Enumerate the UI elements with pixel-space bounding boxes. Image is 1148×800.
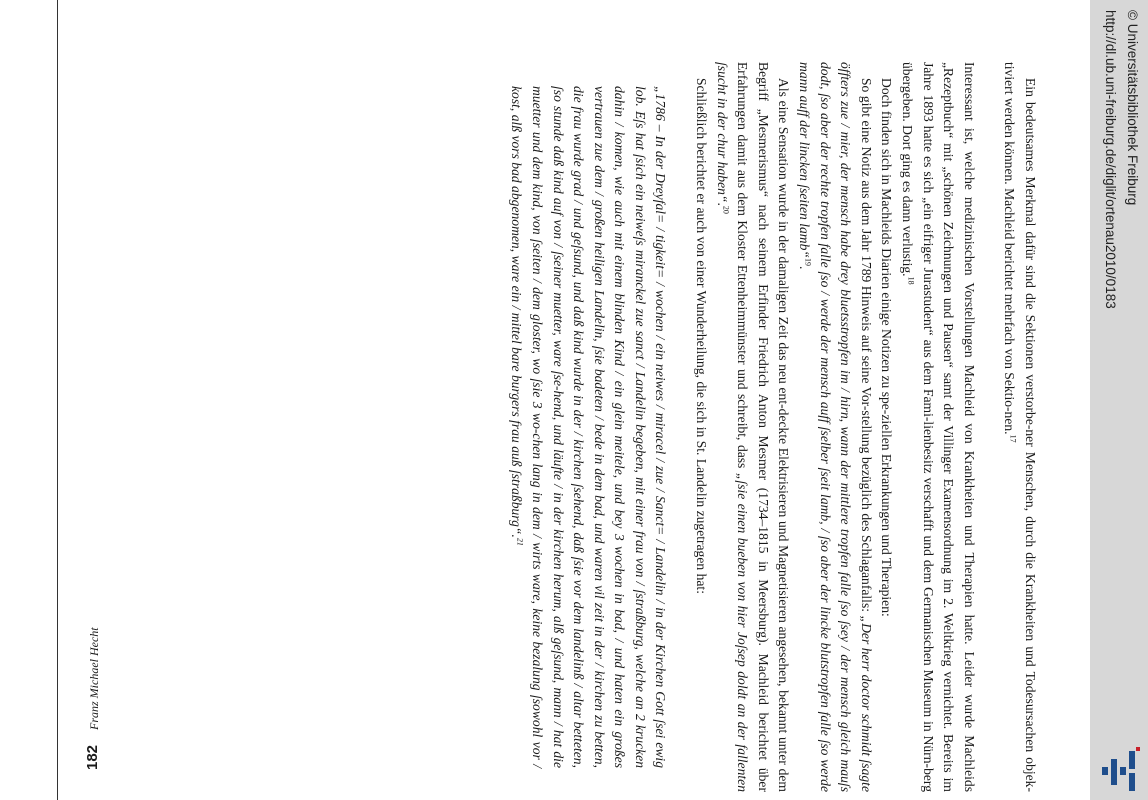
page-number: 182	[84, 744, 101, 770]
paragraph-mesmerism: Als eine Sensation wurde in der damaligen Zeit das neu ent-deckte Elektrisieren und Magnetisieren angesehen, bekannt unter dem Begriff „Mesmerismus“ nach seinem Erfinder Friedrich Anton Mesmer (1734–1815 in Meersburg). Machleid berichtet über Erfahrungen damit aus dem Kloster Ettenheimmünster und schreibt, dass „ſsie einen bueben von hier Joſsep doldt an der fallenten ſsucht in der chur haben“.$^{20}$	[714, 62, 792, 792]
source-url-link[interactable]: http://dl.ub.uni-freiburg.de/diglit/ortenau2010/0183	[1103, 10, 1118, 309]
running-head-author: Franz Michael Hecht	[87, 627, 101, 730]
ub-freiburg-logo-icon	[1098, 745, 1142, 793]
footnote-ref-21[interactable]: 21	[515, 537, 525, 546]
footnote-ref-18[interactable]: 18	[906, 276, 916, 285]
paragraph-stroke: So gibt eine Notiz aus dem Jahr 1789 Hinweis auf seine Vor-stellung bezüglich des Schlaganfalls: „Der herr doctor schmidt ſsagte öffters zue / mier, der mensch habe drey bluetsstropfen im / hirn, wann der mittlere tropfen falle ſso ſsey / der mensch gleich mauſs dodt, ſso aber der rechte tropfen falle ſso / werde der mensch auff ſselber ſseit lamb, / ſso aber der lincke blutstropfen falle ſso werde mann auff der lincken ſseiten lamb“$^{19}$.	[797, 62, 874, 792]
block-quote-miracle: „1786 – In der Dreyfal= / tigkeit= / wochen / ein neiwes / miracel / zue / Sanct= / Landelin / in der Kirchen Gott ſsei ewig lob. Eſs hat ſsich ein neiweſs miranckel zue sanct / Landelin begeben, mit einer frau von / ſstraßburg, welche an 2 krucken dahin / komen, wie auch mit einem blinden Kind / ein glein meitele, und bey 3 wochen in bad, / und haten ein großes vertrauen zue dem / großen heiligen Landelin, ſsie badeten / bede in dem bad, und waren vil zeit in der / kirchen zu betten, die frau wurde grad / und geſsund, und daß kind wurde in der / kirchen ſsehend, daß ſsie vor dem landelinß / altar betteten, ſso stunde daß kind auf von / ſseiner muetter, ware ſse-hend, und läufte / in der kirchen herum, alß geſsund, mann / hat die muetter und dem kind, von ſseiten / dem gloster, wo ſsie 3 wo-chen lang in dem / wirts ware, keine bezalung ſsowohl vor / kost, alß vors bad abgenomen, ware ein / mittel bare burgers frau auß ſstraßburg“.$^{21}$	[509, 86, 669, 768]
sidebar-text	[1090, 10, 1148, 690]
paragraph-sections: Ein bedeutsames Merkmal dafür sind die Sektionen verstorbe-ner Menschen, durch die Krankheiten und Todesursachen objek-tiviert werden können. Machleid berichtet mehrfach von Sektio-nen.$^{17}$	[1002, 62, 1038, 792]
paragraph-medical-notions: Interessant ist, welche medizinischen Vorstellungen Machleid von Krankheiten und Therapien hatte. Leider wurde Machleids „Rezeptbuch“ mit „schönen Zeichnungen und Pausen“ samt der Villinger Examensordnung im 2. Weltkrieg vernichtet. Bereits im Jahre 1893 hatte es sich „ein eifriger Jurastudent“ aus dem Fami-lienbesitz verschafft und dem Germanischen Museum in Nürn-berg übergeben. Dort ging es dann verlustig.$^{18}$	[900, 62, 977, 792]
body-text-column	[80, 62, 1040, 792]
paragraph-diaries: Doch finden sich in Machleids Diarien einige Notizen zu spe-ziellen Erkrankungen und Therapien:	[879, 78, 895, 617]
copyright-notice: © Universitätsbibliothek Freiburg	[1125, 10, 1140, 206]
footnote-ref-20[interactable]: 20	[721, 205, 731, 214]
footnote-ref-17[interactable]: 17	[1008, 434, 1018, 443]
left-frame-rule	[57, 0, 58, 800]
footnote-ref-19[interactable]: 19	[803, 257, 813, 266]
paragraph-miracle-intro: Schließlich berichtet er auch von einer Wunderheilung, die sich in St. Landelin zugetragen hat:	[694, 78, 710, 594]
